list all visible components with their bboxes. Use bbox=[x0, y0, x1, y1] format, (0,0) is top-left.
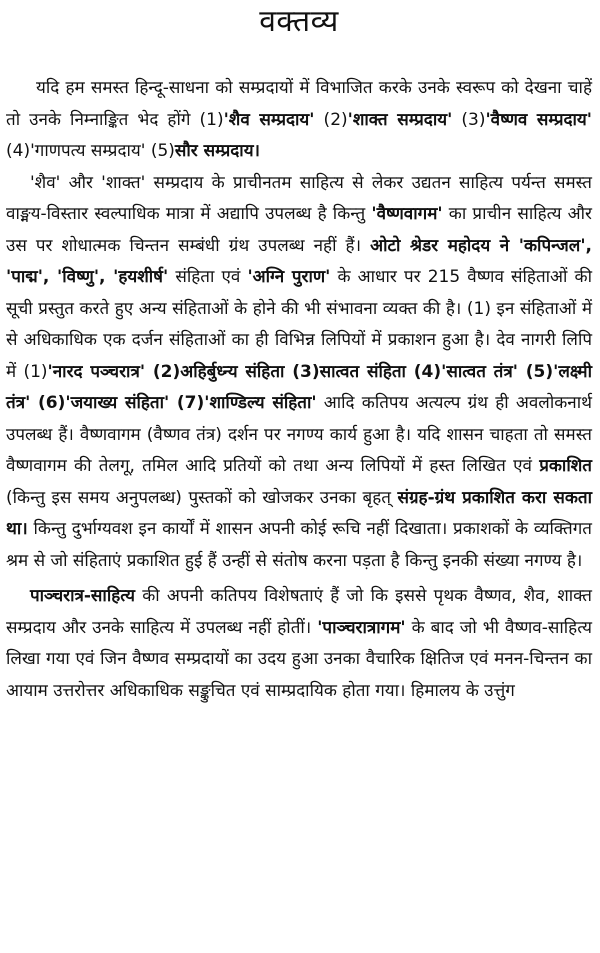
text-run: की अपनी कतिपय विशेषताएं हैं जो कि इससे पृथक वैष्णव, शैव, शाक्त सम्प्रदाय और उनके साहित्य में उपलब्ध नहीं होतीं। bbox=[6, 586, 592, 638]
bold-run: 'नारद पञ्चरात्र' (2)अहिर्बुध्न्य संहिता (3)सात्वत संहिता (4)'सात्वत तंत्र' (5)'लक्ष्मी तंत्र' (6)'जयाख्य संहिता' (7)'शाण्डिल्य संहिता' bbox=[6, 361, 592, 413]
bold-run: 'शैव सम्प्रदाय' bbox=[223, 109, 315, 130]
text-run: (3) bbox=[452, 109, 486, 130]
bold-run: प्रकाशित bbox=[539, 456, 592, 476]
paragraph-pancharatra bbox=[6, 581, 592, 707]
paragraph-intro bbox=[6, 73, 592, 168]
paragraph-literature bbox=[6, 168, 592, 578]
bold-run: 'वैष्णवागम' bbox=[371, 204, 443, 224]
bold-run: ओटो श्रेडर महोदय ने 'कपिन्जल', 'पाद्म', 'विष्णु', 'हयशीर्ष' bbox=[6, 235, 592, 287]
text-run: किन्तु दुर्भाग्यवश इन कार्यों में शासन अपनी कोई रूचि नहीं दिखाता। प्रकाशकों के व्यक्तिगत श्रम से जो संहिताएं प्रकाशित हुई हैं उन्हीं से संतोष करना पड़ता है किन्तु इनकी संख्या नगण्य है। bbox=[6, 519, 592, 571]
bold-run: पाञ्चरात्र-साहित्य bbox=[30, 586, 136, 606]
text-run: आदि कतिपय अत्यल्प ग्रंथ ही अवलोकनार्थ उपलब्ध हैं। वैष्णवागम (वैष्णव तंत्र) दर्शन पर नगण्य कार्य हुआ है। यदि शासन चाहता तो समस्त वैष्णवागम की तेलगू, तमिल आदि प्रतियों को तथा अन्य लिपियों में हस्त लिखित एवं bbox=[6, 393, 592, 476]
text-run: (2) bbox=[314, 109, 348, 130]
bold-run: 'शाक्त सम्प्रदाय' bbox=[347, 109, 453, 130]
page-title: वक्तव्य bbox=[259, 4, 339, 39]
text-run: (किन्तु इस समय अनुपलब्ध) पुस्तकों को खोजकर उनका बृहत् bbox=[6, 487, 398, 508]
text-run: यदि हम समस्त हिन्दू-साधना को सम्प्रदायों में विभाजित करके उनके स्वरूप को देखना चाहें तो उनके निम्नाङ्कित भेद होंगे (1) bbox=[6, 78, 592, 130]
bold-run: 'वैष्णव सम्प्रदाय' bbox=[485, 109, 592, 130]
bold-run: 'पाञ्चरात्रागम' bbox=[317, 617, 406, 638]
bold-run: सौर सम्प्रदाय। bbox=[174, 141, 260, 161]
text-run: के बाद जो भी वैष्णव-साहित्य लिखा गया एवं जिन वैष्णव सम्प्रदायों का उदय हुआ उनका वैचारिक क्षितिज एवं मनन-चिन्तन का आयाम उत्तरोत्तर अधिकाधिक सङ्कुचित एवं साम्प्रदायिक होता गया। हिमालय के उत्तुंग bbox=[6, 617, 592, 701]
bold-run: 'अग्नि पुराण' bbox=[247, 267, 331, 287]
text-run: संहिता एवं bbox=[168, 267, 248, 287]
text-run: 'शैव' और 'शाक्त' सम्प्रदाय के प्राचीनतम साहित्य से लेकर उद्यतन साहित्य पर्यन्त समस्त वाङ्मय-विस्तार स्वल्पाधिक मात्रा में अद्यापि उपलब्ध है किन्तु bbox=[6, 172, 592, 224]
text-run: का प्राचीन साहित्य और उस पर शोधात्मक चिन्तन सम्बंधी ग्रंथ उपलब्ध नहीं हैं। bbox=[6, 204, 592, 256]
text-run: के आधार पर 215 वैष्णव संहिताओं की सूची प्रस्तुत करते हुए अन्य संहिताओं के होने की भी संभावना व्यक्त की है। (1) इन संहिताओं में से अधिकाधिक एक दर्जन संहिताओं का ही विभिन्न लिपियों में प्रकाशन हुआ है। देव नागरी लिपि में (1) bbox=[6, 267, 592, 382]
bold-run: संग्रह-ग्रंथ प्रकाशित करा सकता था। bbox=[6, 487, 592, 539]
text-run: (4)'गाणपत्य सम्प्रदाय' (5) bbox=[6, 141, 175, 161]
